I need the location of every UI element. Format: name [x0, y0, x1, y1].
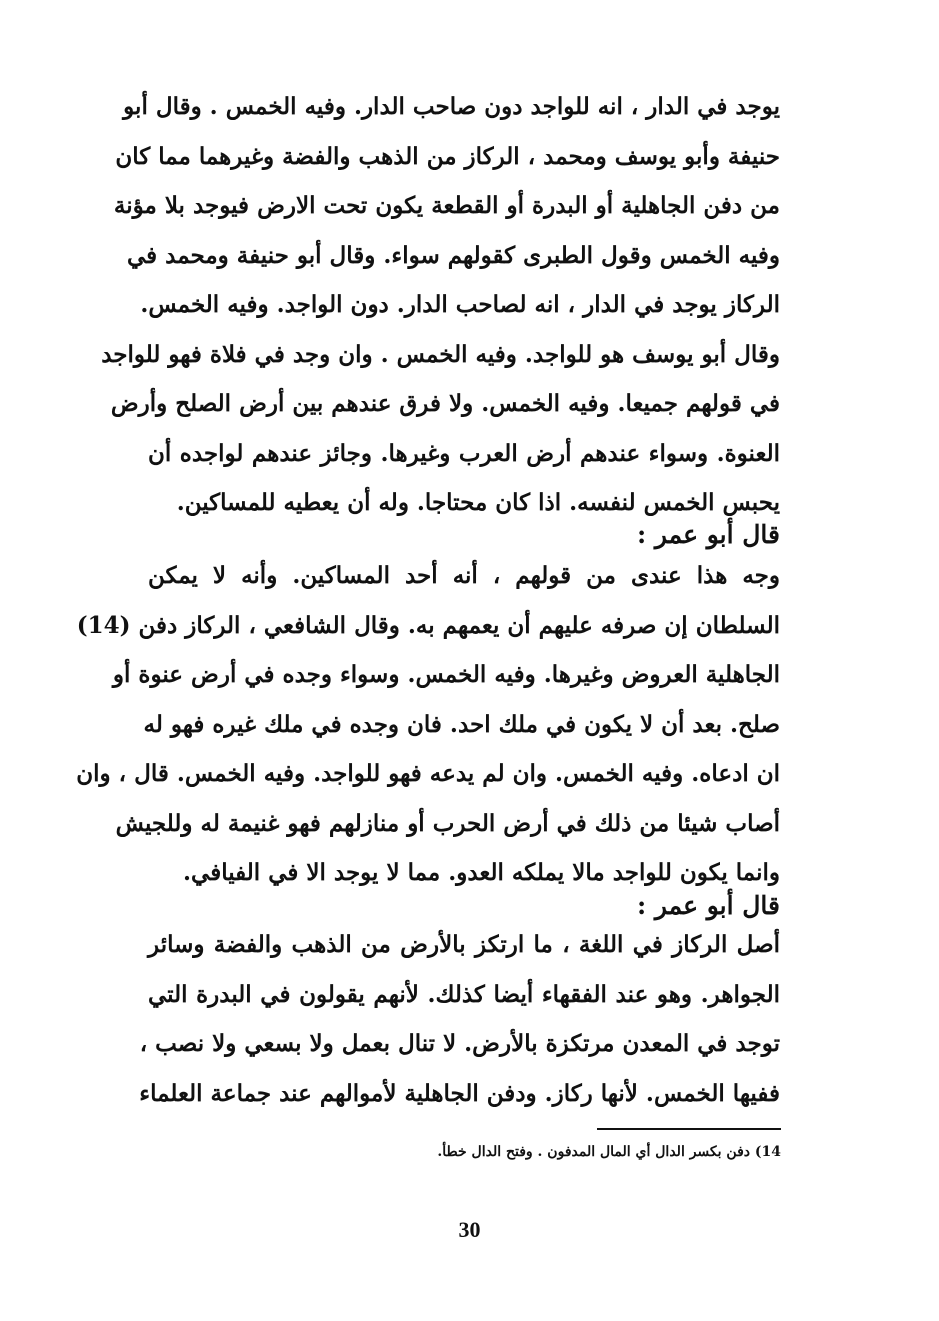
text-line: وفيه الخمس وقول الطبرى كقولهم سواء. وقال أبو حنيفة ومحمد في [126, 241, 780, 269]
text-line: حنيفة وأبو يوسف ومحمد ، الركاز من الذهب والفضة وغيرهما مما كان [115, 142, 780, 170]
text-line: أصل الركاز في اللغة ، ما ارتكز بالأرض من الذهب والفضة وسائر [148, 931, 780, 958]
text-line: ففيها الخمس. لأنها ركاز. ودفن الجاهلية لأموالهم عند جماعة العلماء [139, 1079, 780, 1107]
paragraph-3 [139, 920, 780, 1118]
text-line: من دفن الجاهلية أو البدرة أو القطعة يكون تحت الارض فيوجد بلا مؤنة [113, 192, 780, 219]
section-heading: قال أبو عمر : [636, 891, 780, 920]
paragraph-1 [101, 82, 780, 528]
text-line: صلح. بعد أن لا يكون في ملك احد. فان وجده في ملك غيره فهو له [143, 710, 780, 738]
footnote-separator [597, 1128, 781, 1130]
section-heading: قال أبو عمر : [636, 520, 780, 549]
text-line: يوجد في الدار ، انه للواجد دون صاحب الدار. وفيه الخمس . وقال أبو [123, 93, 780, 120]
text-line: السلطان إن صرفه عليهم أن يعمهم به. وقال الشافعي ، الركاز دفن (14) [76, 611, 780, 639]
text-line: وقال أبو يوسف هو للواجد. وفيه الخمس . وان وجد في فلاة فهو للواجد [101, 340, 780, 368]
text-line: أصاب شيئا من ذلك في أرض الحرب أو منازلهم فهو غنيمة له وللجيش [115, 809, 780, 837]
page-number: 30 [458, 1217, 481, 1242]
text-line: وجه هذا عندى من قولهم ، أنه أحد المساكين. وأنه لا يمكن [148, 562, 780, 589]
text-line: الجواهر. وهو عند الفقهاء أيضا كذلك. لأنهم يقولون في البدرة التي [148, 980, 780, 1008]
text-line: وانما يكون للواجد مالا يملكه العدو. مما لا يوجد الا في الفيافي. [183, 859, 780, 886]
text-line: الجاهلية العروض وغيرها. وفيه الخمس. وسواء وجده في أرض عنوة أو [112, 661, 780, 688]
text-line: توجد في المعدن مرتكزة بالأرض. لا تنال بعمل ولا بسعي ولا نصب ، [139, 1030, 780, 1057]
text-line: يحبس الخمس لنفسه. اذا كان محتاجا. وله أن يعطيه للمساكين. [176, 489, 780, 516]
text-line: ان ادعاه. وفيه الخمس. وان لم يدعه فهو للواجد. وفيه الخمس. قال ، وان [76, 760, 780, 787]
text-line: العنوة. وسواء عندهم أرض العرب وغيرها. وجائز عندهم لواجده أن [148, 439, 780, 467]
text-line: الركاز يوجد في الدار ، انه لصاحب الدار. دون الواجد. وفيه الخمس. [140, 291, 780, 318]
footnote: 14) دفن بكسر الدال أي المال المدفون . وفتح الدال خطأ. [437, 1144, 781, 1160]
text-line: في قولهم جميعا. وفيه الخمس. ولا فرق عندهم بين أرض الصلح وأرض [110, 390, 780, 417]
paragraph-2 [76, 551, 780, 898]
